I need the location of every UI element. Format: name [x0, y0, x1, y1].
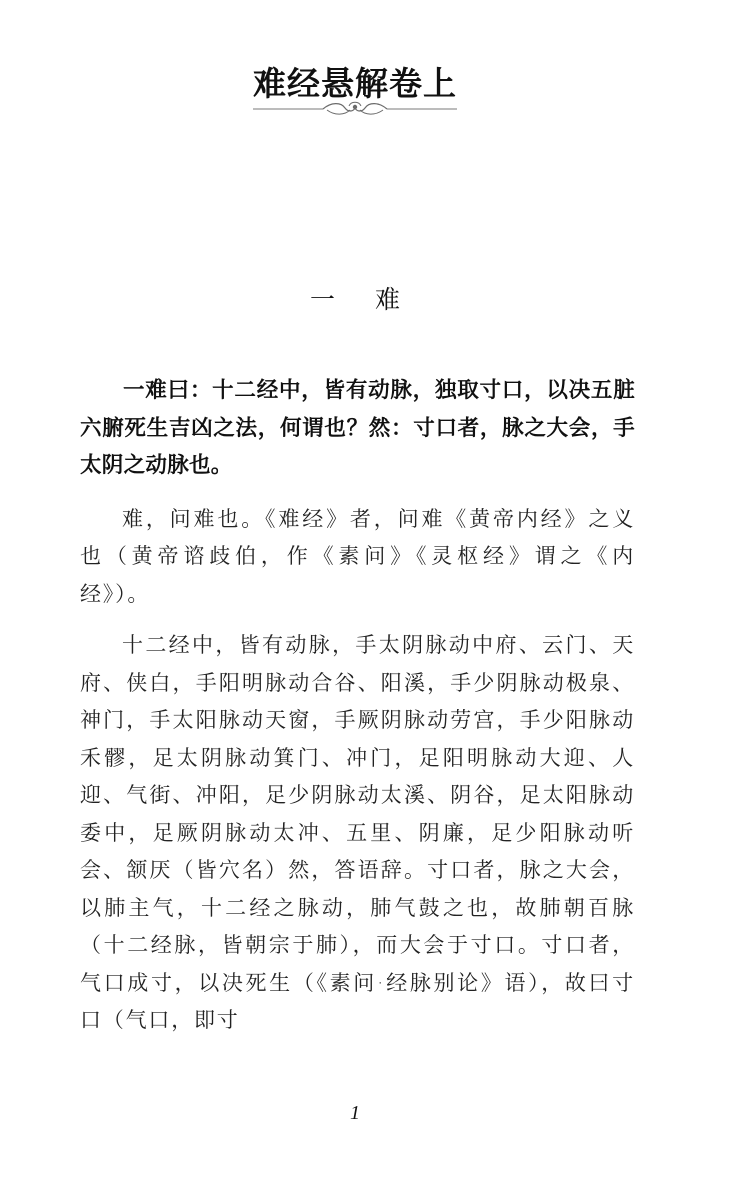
flourish-divider-icon [253, 98, 457, 120]
classic-text-paragraph: 一难曰：十二经中，皆有动脉，独取寸口，以决五脏六腑死生吉凶之法，何谓也？然：寸口者，脉之大会，手太阴之动脉也。 [80, 378, 635, 478]
chapter-title-number: 一 [309, 285, 335, 314]
book-title: 难经悬解卷上 [253, 64, 457, 103]
chapter-title [0, 280, 710, 316]
body-text [80, 372, 635, 1054]
page-number: 1 [350, 1102, 360, 1124]
chapter-title-word: 难 [375, 285, 401, 314]
commentary-paragraph: 难，问难也。《难经》者，问难《黄帝内经》之义也（黄帝谘歧伯，作《素问》《灵枢经》谓之《内经》）。 [80, 506, 635, 606]
commentary-paragraph: 十二经中，皆有动脉，手太阴脉动中府、云门、天府、侠白，手阳明脉动合谷、阳溪，手少阴脉动极泉、神门，手太阳脉动天窗，手厥阴脉动劳宫，手少阳脉动禾髎，足太阴脉动箕门、冲门，足阳明脉动大迎、人迎、气街、冲阳，足少阴脉动太溪、阴谷，足太阳脉动委中，足厥阴脉动太冲、五里、阴廉，足少阳脉动听会、颔厌（皆穴名）然，答语辞。寸口者，脉之大会，以肺主气，十二经之脉动，肺气鼓之也，故肺朝百脉（十二经脉，皆朝宗于肺），而大会于寸口。寸口者，气口成寸，以决死生（《素问·经脉别论》语），故曰寸口（气口，即寸 [80, 633, 635, 1032]
